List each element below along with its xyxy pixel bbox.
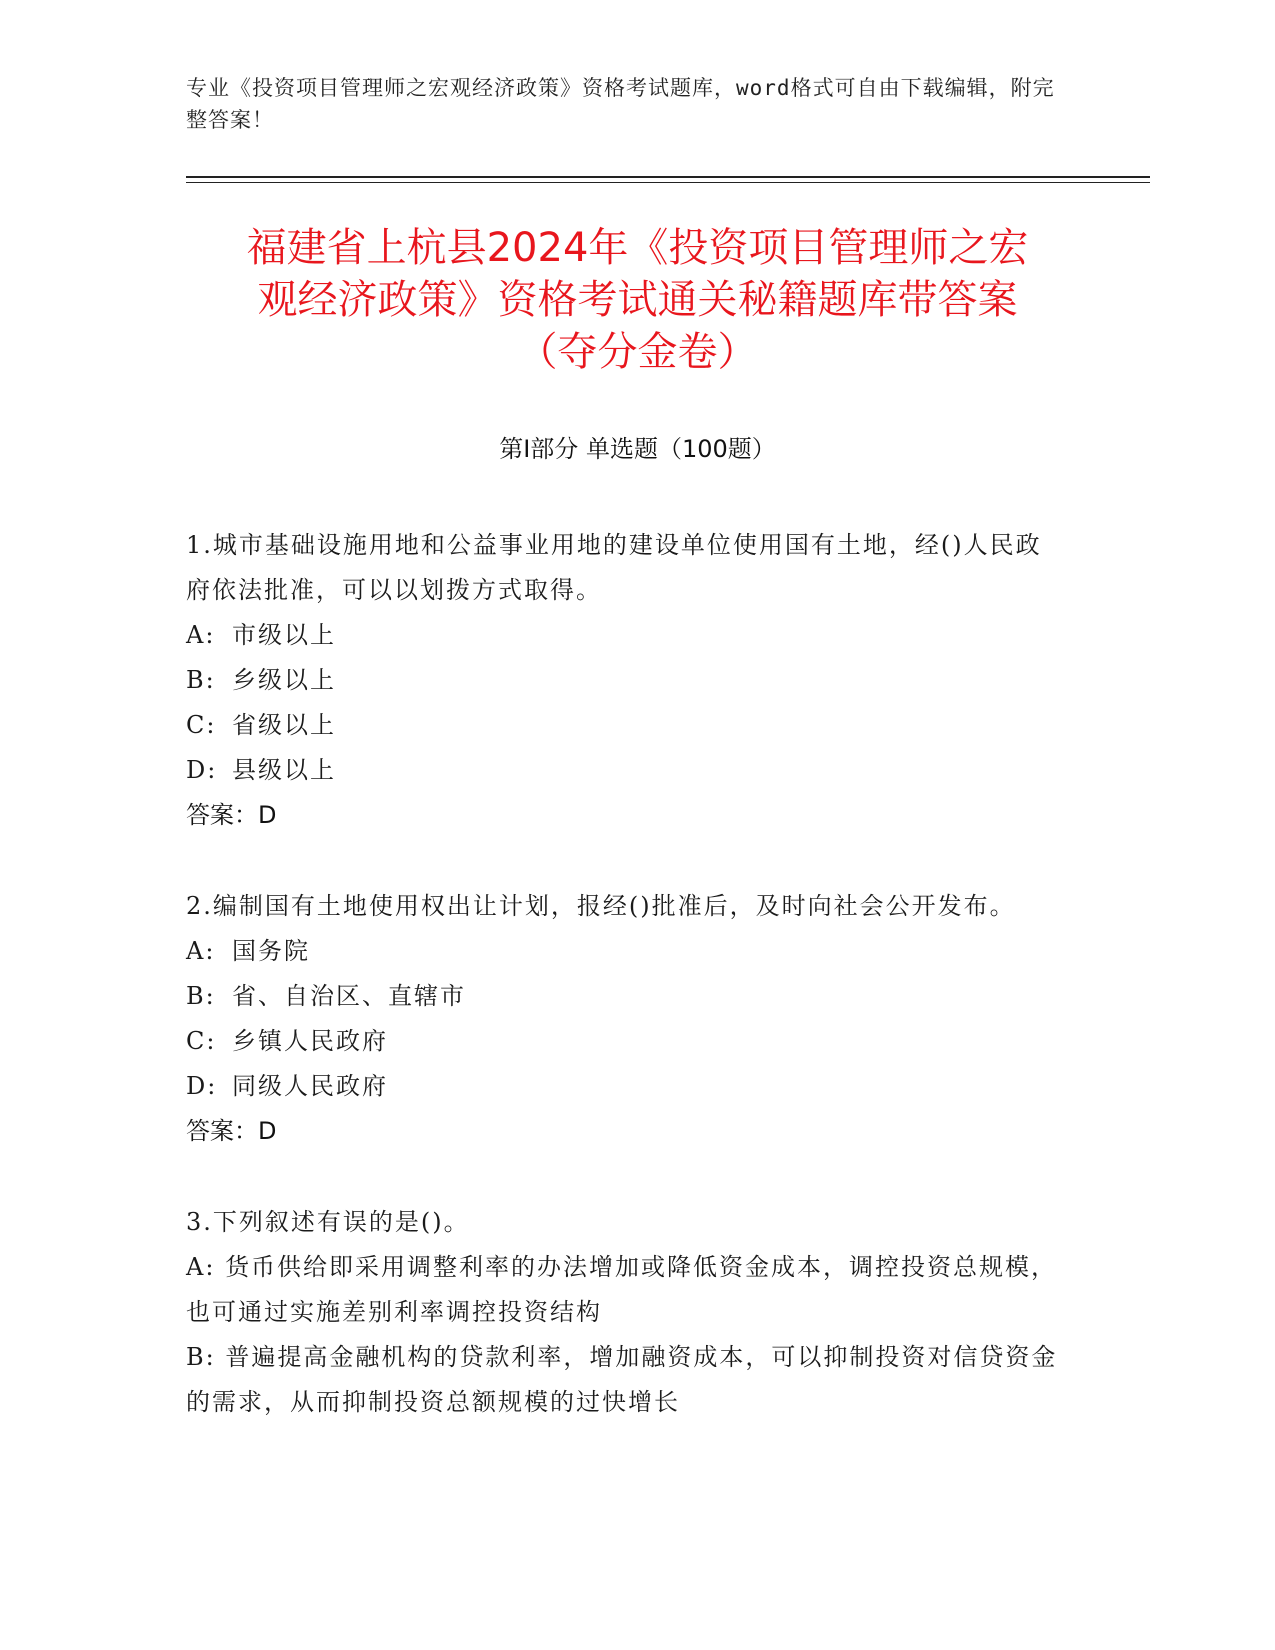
header-rule-thin (186, 182, 1150, 183)
header-rule-thick (186, 176, 1150, 178)
section-title: 第I部分 单选题（100题） (499, 435, 776, 463)
option-key: D: (186, 756, 218, 784)
document-title (150, 222, 1125, 378)
question-3 (186, 1200, 1066, 1425)
option-a (186, 929, 1066, 974)
option-key: A: (186, 621, 216, 649)
option-key: B: (186, 666, 216, 694)
option-key: B: (186, 1343, 216, 1371)
question-1 (186, 523, 1066, 838)
option-key: B: (186, 982, 216, 1010)
option-text: 国务院 (232, 937, 310, 965)
question-text: 2.编制国有土地使用权出让计划，报经()批准后，及时向社会公开发布。 (186, 892, 1016, 920)
option-key: C: (186, 1027, 217, 1055)
option-key: A: (186, 1253, 216, 1281)
option-b (186, 658, 1066, 703)
option-d (186, 1064, 1066, 1109)
question-text: 3.下列叙述有误的是()。 (186, 1208, 470, 1236)
option-c (186, 703, 1066, 748)
answer-line: 答案：D (186, 801, 277, 829)
option-key: A: (186, 937, 216, 965)
option-c (186, 1019, 1066, 1064)
question-list (186, 523, 1066, 1471)
question-text: 1.城市基础设施用地和公益事业用地的建设单位使用国有土地，经()人民政府依法批准，可以以划拨方式取得。 (186, 531, 1042, 604)
title-line-2: 观经济政策》资格考试通关秘籍题库带答案 (257, 277, 1018, 323)
option-text: 乡级以上 (232, 666, 336, 694)
option-text: 普遍提高金融机构的贷款利率，增加融资成本，可以抑制投资对信贷资金的需求，从而抑制投资总额规模的过快增长 (186, 1343, 1058, 1416)
option-text: 省、自治区、直辖市 (232, 982, 466, 1010)
option-a (186, 613, 1066, 658)
option-text: 货币供给即采用调整利率的办法增加或降低资金成本，调控投资总规模，也可通过实施差别利率调控投资结构 (186, 1253, 1058, 1326)
title-line-3: （夺分金卷） (517, 329, 758, 375)
option-b (186, 974, 1066, 1019)
header-note: 专业《投资项目管理师之宏观经济政策》资格考试题库，word格式可自由下载编辑，附完整答案！ (186, 76, 1055, 132)
question-2 (186, 884, 1066, 1154)
option-key: C: (186, 711, 217, 739)
option-text: 县级以上 (232, 756, 336, 784)
answer-line: 答案：D (186, 1117, 277, 1145)
title-line-1: 福建省上杭县2024年《投资项目管理师之宏 (246, 225, 1029, 271)
option-text: 市级以上 (232, 621, 336, 649)
option-text: 乡镇人民政府 (232, 1027, 388, 1055)
option-key: D: (186, 1072, 218, 1100)
option-a (186, 1245, 1066, 1335)
option-text: 同级人民政府 (232, 1072, 388, 1100)
option-d (186, 748, 1066, 793)
option-text: 省级以上 (232, 711, 336, 739)
option-b (186, 1335, 1066, 1425)
